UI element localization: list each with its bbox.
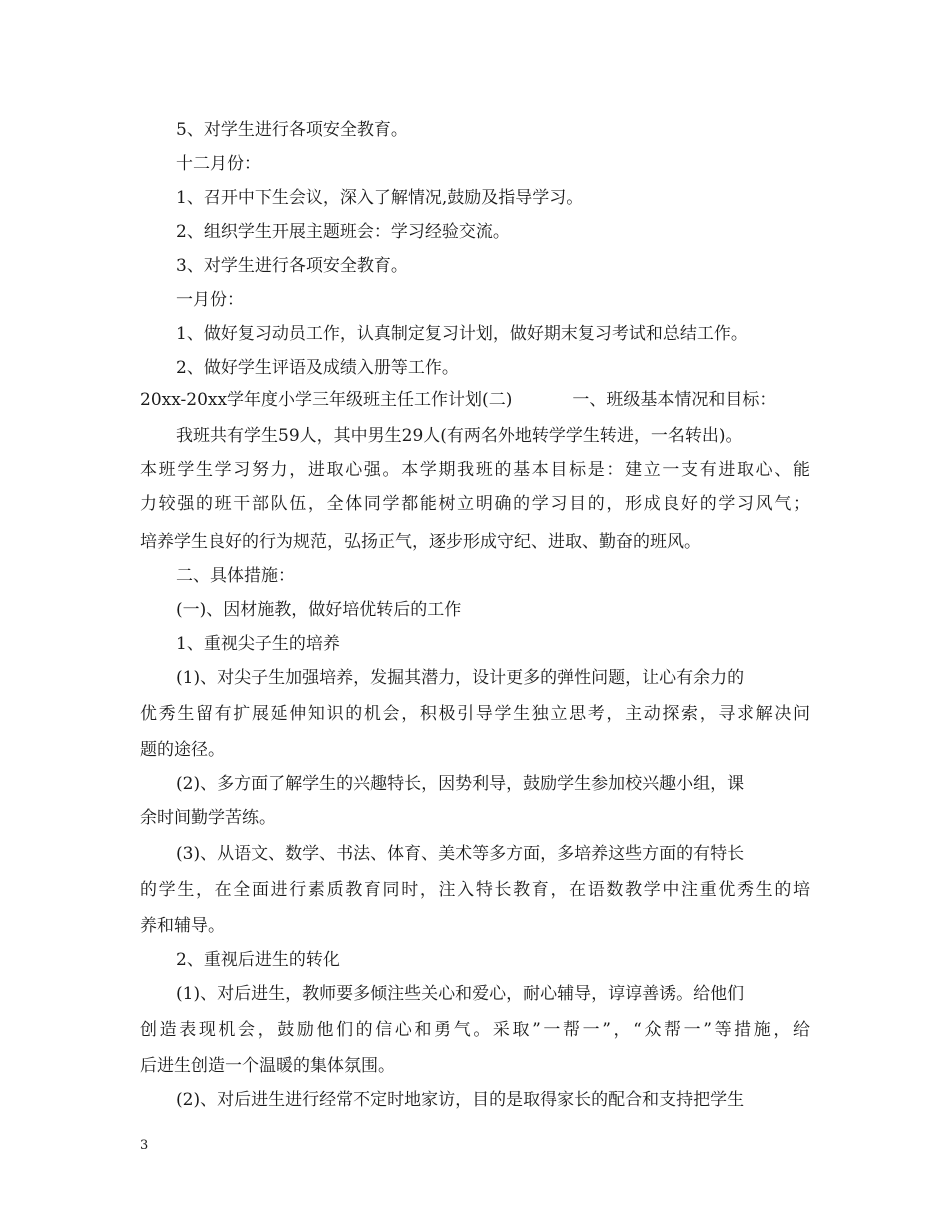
text-line: 1、召开中下生会议，深入了解情况,鼓励及指导学习。	[176, 188, 584, 208]
text-line: 的学生，在全面进行素质教育同时，注入特长教育，在语数教学中注重优秀生的培	[140, 880, 810, 900]
text-line: 优秀生留有扩展延伸知识的机会，积极引导学生独立思考，主动探索，寻求解决问	[140, 704, 810, 724]
text-line: 创造表现机会，鼓励他们的信心和勇气。采取”一帮一”，“众帮一”等措施，给	[140, 1020, 810, 1040]
text-line: (一)、因材施教，做好培优转后的工作	[176, 600, 462, 620]
text-line: 十二月份：	[176, 154, 261, 174]
text-line: 1、做好复习动员工作，认真制定复习计划，做好期末复习考试和总结工作。	[176, 324, 748, 344]
text-line: 5、对学生进行各项安全教育。	[176, 120, 408, 140]
text-line: 2、重视后进生的转化	[176, 950, 340, 970]
section-title: 20xx-20xx学年度小学三年级班主任工作计划(二)	[140, 390, 513, 410]
text-line: 培养学生良好的行为规范，弘扬正气，逐步形成守纪、进取、勤奋的班风。	[140, 532, 701, 552]
text-line: 1、重视尖子生的培养	[176, 634, 340, 654]
text-line: 题的途径。	[140, 740, 225, 760]
text-line: 2、做好学生评语及成绩入册等工作。	[176, 358, 459, 378]
text-line: 后进生创造一个温暖的集体氛围。	[140, 1056, 395, 1076]
text-line: (2)、对后进生进行经常不定时地家访，目的是取得家长的配合和支持把学生	[176, 1090, 745, 1110]
text-line: 一月份：	[176, 290, 244, 310]
text-line: 我班共有学生59人，其中男生29人(有两名外地转学学生转进，一名转出)。	[176, 426, 743, 446]
page-number: 3	[140, 1138, 149, 1153]
text-line: (2)、多方面了解学生的兴趣特长，因势利导，鼓励学生参加校兴趣小组，课	[176, 774, 745, 794]
text-line: 3、对学生进行各项安全教育。	[176, 256, 408, 276]
text-line: 力较强的班干部队伍，全体同学都能树立明确的学习目的，形成良好的学习风气；	[140, 494, 810, 514]
text-line: 二、具体措施：	[176, 566, 295, 586]
text-line: 养和辅导。	[140, 916, 225, 936]
text-line: (3)、从语文、数学、书法、体育、美术等多方面，多培养这些方面的有特长	[176, 844, 745, 864]
text-line: 本班学生学习努力，进取心强。本学期我班的基本目标是：建立一支有进取心、能	[140, 460, 810, 480]
heading-line	[140, 388, 776, 412]
text-line: (1)、对后进生，教师要多倾注些关心和爱心，耐心辅导，谆谆善诱。给他们	[176, 984, 745, 1004]
section-heading: 一、班级基本情况和目标：	[572, 390, 777, 410]
text-line: 2、组织学生开展主题班会：学习经验交流。	[176, 222, 510, 242]
text-line: (1)、对尖子生加强培养，发掘其潜力，设计更多的弹性问题，让心有余力的	[176, 668, 745, 688]
text-line: 余时间勤学苦练。	[140, 808, 276, 828]
